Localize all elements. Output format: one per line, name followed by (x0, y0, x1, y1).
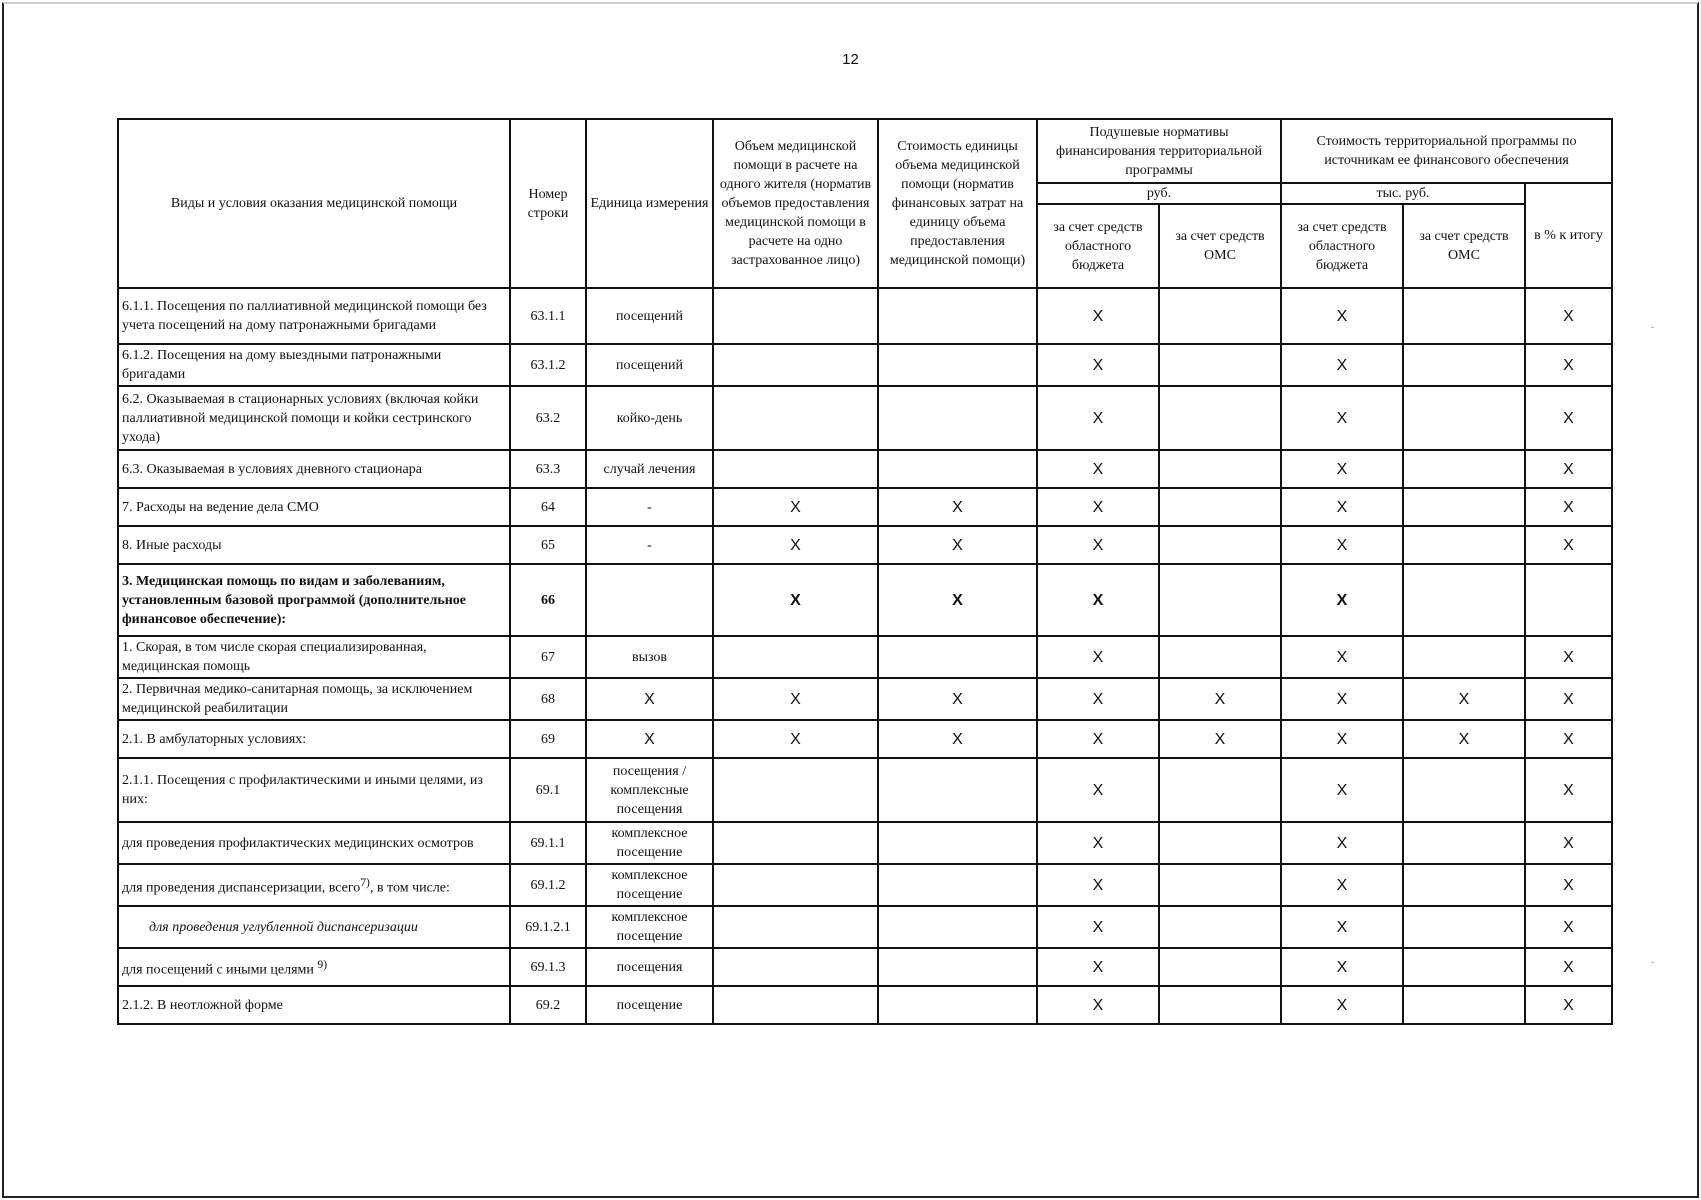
footnote-marker: 9) (317, 957, 328, 971)
cell-per-capita-oms: X (1159, 678, 1281, 720)
cell-program-budget: X (1281, 822, 1403, 864)
cell-program-oms (1403, 488, 1525, 526)
row-unit (586, 564, 713, 636)
table-row (118, 386, 1612, 450)
row-unit: X (586, 720, 713, 758)
cell-program-oms (1403, 948, 1525, 986)
cell-percent-total: X (1525, 758, 1612, 822)
cell-volume (713, 906, 878, 948)
row-label: 6.1.2. Посещения на дому выездными патронажными бригадами (118, 344, 510, 386)
cell-percent-total: X (1525, 288, 1612, 344)
row-label: 2. Первичная медико-санитарная помощь, за исключением медицинской реабилитации (118, 678, 510, 720)
cell-per-capita-budget: X (1037, 450, 1159, 488)
cell-per-capita-oms: X (1159, 720, 1281, 758)
cell-volume: X (713, 526, 878, 564)
scan-speck: - (1651, 322, 1654, 332)
cell-program-oms (1403, 526, 1525, 564)
cell-percent-total: X (1525, 526, 1612, 564)
row-label-text: для посещений с иными целями (122, 962, 314, 978)
row-unit: койко-день (586, 386, 713, 450)
cell-volume (713, 822, 878, 864)
cell-per-capita-budget: X (1037, 948, 1159, 986)
row-label: для проведения профилактических медицинских осмотров (118, 822, 510, 864)
row-unit: - (586, 526, 713, 564)
cell-percent-total: X (1525, 986, 1612, 1024)
cell-percent-total: X (1525, 450, 1612, 488)
row-label: 1. Скорая, в том числе скорая специализированная, медицинская помощь (118, 636, 510, 678)
cell-program-oms (1403, 386, 1525, 450)
cell-per-capita-oms (1159, 386, 1281, 450)
header-oms: за счет средств ОМС (1159, 204, 1281, 288)
cell-percent-total: X (1525, 906, 1612, 948)
cell-unit-cost (878, 948, 1037, 986)
page-number: 12 (842, 51, 859, 68)
cell-program-budget: X (1281, 948, 1403, 986)
cell-per-capita-budget: X (1037, 906, 1159, 948)
cell-program-budget: X (1281, 678, 1403, 720)
cell-unit-cost (878, 636, 1037, 678)
row-unit: комплексное посещение (586, 822, 713, 864)
cell-per-capita-budget: X (1037, 636, 1159, 678)
table-row (118, 344, 1612, 386)
row-number: 63.3 (510, 450, 586, 488)
cell-unit-cost (878, 906, 1037, 948)
header-per-capita: Подушевые нормативы финансирования территориальной программы (1037, 119, 1281, 183)
row-number: 69.2 (510, 986, 586, 1024)
funding-table (117, 118, 1613, 1025)
table-row (118, 636, 1612, 678)
row-unit: посещений (586, 344, 713, 386)
cell-program-oms (1403, 564, 1525, 636)
cell-per-capita-oms (1159, 636, 1281, 678)
cell-per-capita-budget: X (1037, 288, 1159, 344)
header-regional-budget: за счет средств областного бюджета (1037, 204, 1159, 288)
scan-speck: - (1651, 957, 1654, 967)
table-row (118, 288, 1612, 344)
cell-percent-total: X (1525, 864, 1612, 906)
cell-percent-total: X (1525, 822, 1612, 864)
row-label (118, 864, 510, 906)
cell-percent-total: X (1525, 636, 1612, 678)
header-kind: Виды и условия оказания медицинской помощи (118, 119, 510, 288)
table-row (118, 986, 1612, 1024)
cell-unit-cost (878, 864, 1037, 906)
row-label: 3. Медицинская помощь по видам и заболеваниям, установленным базовой программой (дополнительное финансовое обеспечение): (118, 564, 510, 636)
cell-program-oms (1403, 636, 1525, 678)
table-header (118, 119, 1612, 288)
cell-unit-cost (878, 288, 1037, 344)
header-unit: Единица измерения (586, 119, 713, 288)
cell-program-oms (1403, 344, 1525, 386)
row-label-text: для проведения диспансеризации, всего (122, 880, 361, 896)
cell-per-capita-budget: X (1037, 488, 1159, 526)
cell-unit-cost: X (878, 526, 1037, 564)
row-unit: посещения (586, 948, 713, 986)
row-label: 2.1.1. Посещения с профилактическими и иными целями, из них: (118, 758, 510, 822)
cell-unit-cost: X (878, 720, 1037, 758)
header-program-cost: Стоимость территориальной программы по источникам ее финансового обеспечения (1281, 119, 1612, 183)
cell-program-oms: X (1403, 720, 1525, 758)
cell-percent-total: X (1525, 344, 1612, 386)
cell-unit-cost (878, 758, 1037, 822)
cell-unit-cost: X (878, 564, 1037, 636)
row-number: 69.1.1 (510, 822, 586, 864)
row-unit: комплексное посещение (586, 864, 713, 906)
row-unit: случай лечения (586, 450, 713, 488)
cell-per-capita-oms (1159, 906, 1281, 948)
cell-volume: X (713, 678, 878, 720)
cell-percent-total: X (1525, 720, 1612, 758)
table-row (118, 488, 1612, 526)
row-label: 7. Расходы на ведение дела СМО (118, 488, 510, 526)
row-label-tail: , в том числе: (369, 880, 450, 896)
table-row (118, 450, 1612, 488)
footnote-marker: 7) (360, 875, 370, 889)
cell-volume: X (713, 488, 878, 526)
cell-per-capita-budget: X (1037, 344, 1159, 386)
cell-per-capita-budget: X (1037, 720, 1159, 758)
cell-program-budget: X (1281, 288, 1403, 344)
cell-program-budget: X (1281, 386, 1403, 450)
row-label: 2.1. В амбулаторных условиях: (118, 720, 510, 758)
table-row (118, 906, 1612, 948)
cell-per-capita-oms (1159, 758, 1281, 822)
row-number: 67 (510, 636, 586, 678)
row-unit: посещений (586, 288, 713, 344)
cell-program-budget: X (1281, 344, 1403, 386)
table-row (118, 720, 1612, 758)
cell-volume (713, 864, 878, 906)
cell-program-budget: X (1281, 564, 1403, 636)
cell-program-budget: X (1281, 758, 1403, 822)
cell-unit-cost (878, 450, 1037, 488)
row-unit: вызов (586, 636, 713, 678)
table-row (118, 948, 1612, 986)
row-number: 63.1.2 (510, 344, 586, 386)
cell-program-oms (1403, 906, 1525, 948)
header-percent-total: в % к итогу (1525, 183, 1612, 288)
cell-volume (713, 386, 878, 450)
cell-unit-cost (878, 344, 1037, 386)
cell-per-capita-budget: X (1037, 822, 1159, 864)
cell-program-budget: X (1281, 986, 1403, 1024)
row-unit: посещения / комплексные посещения (586, 758, 713, 822)
cell-per-capita-oms (1159, 864, 1281, 906)
header-volume: Объем медицинской помощи в расчете на одного жителя (норматив объемов предоставления медицинской помощи в расчете на одно застрахованное лицо) (713, 119, 878, 288)
cell-program-oms (1403, 986, 1525, 1024)
row-number: 63.1.1 (510, 288, 586, 344)
cell-percent-total: X (1525, 386, 1612, 450)
cell-volume (713, 758, 878, 822)
header-per-capita-currency: руб. (1037, 183, 1281, 204)
row-unit: комплексное посещение (586, 906, 713, 948)
table-row (118, 564, 1612, 636)
header-row-number: Номер строки (510, 119, 586, 288)
cell-unit-cost (878, 386, 1037, 450)
cell-per-capita-budget: X (1037, 986, 1159, 1024)
row-label: 6.1.1. Посещения по паллиативной медицинской помощи без учета посещений на дому патронажными бригадами (118, 288, 510, 344)
cell-volume (713, 986, 878, 1024)
cell-program-oms: X (1403, 678, 1525, 720)
row-unit: X (586, 678, 713, 720)
cell-per-capita-budget: X (1037, 678, 1159, 720)
cell-per-capita-oms (1159, 948, 1281, 986)
cell-per-capita-budget: X (1037, 386, 1159, 450)
row-label: для проведения углубленной диспансеризации (118, 906, 510, 948)
row-label: 6.3. Оказываемая в условиях дневного стационара (118, 450, 510, 488)
cell-program-budget: X (1281, 906, 1403, 948)
header-unit-cost: Стоимость единицы объема медицинской помощи (норматив финансовых затрат на единицу объема предоставления медицинской помощи) (878, 119, 1037, 288)
row-label (118, 948, 510, 986)
row-label: 6.2. Оказываемая в стационарных условиях (включая койки паллиативной медицинской помощи и койки сестринского ухода) (118, 386, 510, 450)
cell-per-capita-oms (1159, 488, 1281, 526)
cell-volume (713, 288, 878, 344)
cell-percent-total: X (1525, 678, 1612, 720)
cell-program-budget: X (1281, 488, 1403, 526)
row-number: 69 (510, 720, 586, 758)
cell-per-capita-oms (1159, 344, 1281, 386)
cell-per-capita-oms (1159, 822, 1281, 864)
header-oms-2: за счет средств ОМС (1403, 204, 1525, 288)
row-unit: - (586, 488, 713, 526)
cell-per-capita-oms (1159, 526, 1281, 564)
cell-unit-cost: X (878, 488, 1037, 526)
cell-percent-total: X (1525, 488, 1612, 526)
cell-program-budget: X (1281, 720, 1403, 758)
row-number: 63.2 (510, 386, 586, 450)
row-number: 68 (510, 678, 586, 720)
cell-per-capita-budget: X (1037, 864, 1159, 906)
cell-program-oms (1403, 450, 1525, 488)
row-number: 69.1.2.1 (510, 906, 586, 948)
cell-per-capita-budget: X (1037, 526, 1159, 564)
table-row (118, 822, 1612, 864)
cell-percent-total (1525, 564, 1612, 636)
table-row (118, 678, 1612, 720)
row-number: 66 (510, 564, 586, 636)
cell-program-budget: X (1281, 526, 1403, 564)
cell-per-capita-budget: X (1037, 758, 1159, 822)
cell-program-oms (1403, 758, 1525, 822)
cell-per-capita-oms (1159, 288, 1281, 344)
cell-program-oms (1403, 822, 1525, 864)
cell-per-capita-oms (1159, 450, 1281, 488)
row-number: 69.1.3 (510, 948, 586, 986)
row-number: 69.1 (510, 758, 586, 822)
row-unit: посещение (586, 986, 713, 1024)
cell-per-capita-budget: X (1037, 564, 1159, 636)
cell-program-budget: X (1281, 450, 1403, 488)
cell-volume (713, 450, 878, 488)
cell-per-capita-oms (1159, 564, 1281, 636)
cell-volume: X (713, 720, 878, 758)
cell-program-budget: X (1281, 864, 1403, 906)
row-label: 8. Иные расходы (118, 526, 510, 564)
cell-program-budget: X (1281, 636, 1403, 678)
cell-program-oms (1403, 864, 1525, 906)
cell-volume (713, 344, 878, 386)
cell-percent-total: X (1525, 948, 1612, 986)
row-number: 64 (510, 488, 586, 526)
table-row (118, 864, 1612, 906)
cell-unit-cost: X (878, 678, 1037, 720)
table-row (118, 758, 1612, 822)
cell-volume (713, 948, 878, 986)
header-regional-budget-2: за счет средств областного бюджета (1281, 204, 1403, 288)
cell-per-capita-oms (1159, 986, 1281, 1024)
row-label: 2.1.2. В неотложной форме (118, 986, 510, 1024)
row-number: 65 (510, 526, 586, 564)
table-body (118, 288, 1612, 1024)
cell-unit-cost (878, 986, 1037, 1024)
table-row (118, 526, 1612, 564)
header-program-cost-currency: тыс. руб. (1281, 183, 1525, 204)
cell-unit-cost (878, 822, 1037, 864)
cell-volume (713, 636, 878, 678)
row-number: 69.1.2 (510, 864, 586, 906)
cell-program-oms (1403, 288, 1525, 344)
cell-volume: X (713, 564, 878, 636)
